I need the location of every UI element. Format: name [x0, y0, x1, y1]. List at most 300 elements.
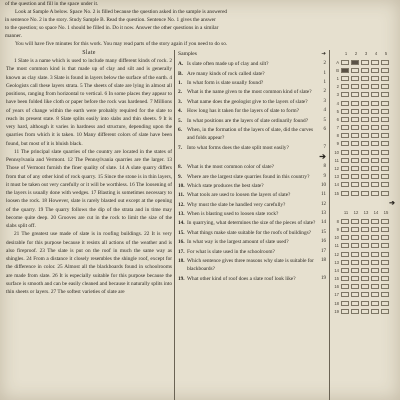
question-answer-number: 3 — [323, 98, 326, 104]
story-paragraph: 21 The greatest use made of slate is in roofing buildings. 22 It is very desirable for this purpose because it resists all actions of the weather and is also fireproof. 23 The slate is put on the roof in much the same way as shingles. 24 From a distance it closely resembles the shingle roof, except for the difference in color. 25 Almost all the blackboards found in schoolrooms are made from slate. 26 It is especially suitable for this purpose because the surface is smooth and can be easily cleaned and because it naturally splits into thin sheets or layers. 27 The softest varieties of slate are — [6, 231, 172, 295]
answer-bubble[interactable] — [361, 284, 369, 289]
answer-bubble[interactable] — [341, 182, 349, 187]
answer-bubble[interactable] — [381, 92, 389, 97]
question-number: A. — [178, 61, 184, 68]
answer-bubble[interactable] — [351, 109, 359, 114]
answer-bubble[interactable] — [381, 260, 389, 265]
question-text: When is blasting used to loosen slate rock? — [187, 211, 279, 218]
question-answer-number: 18 — [321, 258, 326, 264]
answer-bubble[interactable] — [361, 133, 369, 138]
answer-bubble[interactable] — [341, 101, 349, 106]
grid-row — [333, 217, 395, 225]
answer-bubble[interactable] — [361, 235, 369, 240]
answer-bubble[interactable] — [371, 133, 379, 138]
grid-row-label: 9 — [336, 141, 339, 147]
answer-bubble[interactable] — [351, 260, 359, 265]
grid-row-label: B — [336, 67, 339, 73]
grid-arrow-icon: ➔ — [389, 200, 395, 208]
grid-row-label: 14 — [334, 182, 339, 188]
grid-column-header: 14 — [373, 210, 379, 216]
question-text: When, in the formation of the layers of slate, did the curves and folds appear? — [187, 126, 314, 142]
grid-row — [333, 91, 395, 99]
answer-bubble[interactable] — [371, 117, 379, 122]
question-answer-number: 17 — [321, 248, 326, 254]
answer-bubble[interactable] — [351, 76, 359, 81]
answer-bubble[interactable] — [351, 182, 359, 187]
instruction-line: Look at Sample A below. Space No. 2 is filled because the question asked in the sample is answered — [15, 9, 228, 16]
grid-row — [333, 164, 395, 172]
answer-bubble[interactable] — [381, 227, 389, 232]
question-text: What is the name given to the most common kind of slate? — [187, 89, 312, 96]
question-item — [178, 229, 326, 237]
question-item — [178, 219, 326, 227]
answer-bubble[interactable] — [371, 227, 379, 232]
grid-row-label: 16 — [334, 284, 339, 290]
grid-column-header: 2 — [354, 51, 358, 56]
question-set-2 — [178, 163, 326, 283]
answer-grid — [333, 48, 395, 400]
answer-bubble[interactable] — [361, 84, 369, 89]
grid-row-label: 2 — [336, 84, 339, 90]
answer-bubble[interactable] — [371, 76, 379, 81]
grid-row — [333, 132, 395, 140]
grid-row-label: 15 — [334, 190, 339, 196]
question-answer-number: 1 — [323, 79, 326, 85]
instruction-line: manner. — [5, 33, 22, 40]
grid-row-label: 13 — [334, 259, 339, 265]
question-answer-number: 4 — [323, 108, 326, 114]
samples-list — [178, 60, 326, 78]
grid-row-label: 1 — [336, 75, 339, 81]
question-answer-number: 16 — [321, 239, 326, 245]
grid-row — [333, 250, 395, 258]
answer-bubble[interactable] — [381, 109, 389, 114]
question-text: Why must the slate be handled very carefully? — [187, 201, 286, 208]
answer-bubble[interactable] — [341, 301, 349, 306]
answer-bubble[interactable] — [341, 117, 349, 122]
question-number: 2. — [178, 89, 182, 96]
answer-bubble[interactable] — [381, 84, 389, 89]
grid-column-header: 3 — [364, 51, 368, 56]
answer-bubble[interactable] — [341, 92, 349, 97]
grid-row-label: A — [336, 59, 339, 65]
answer-bubble[interactable] — [351, 125, 359, 130]
answer-bubble[interactable] — [381, 60, 389, 65]
answer-bubble[interactable] — [341, 133, 349, 138]
grid-row-label: 7 — [336, 125, 339, 131]
answer-bubble[interactable] — [371, 158, 379, 163]
answer-bubble[interactable] — [381, 292, 389, 297]
answer-bubble[interactable] — [381, 284, 389, 289]
answer-bubble[interactable] — [361, 166, 369, 171]
story-title: Slate — [82, 50, 96, 56]
question-number: 8. — [178, 164, 182, 171]
question-item — [178, 60, 326, 68]
question-text: What name does the geologist give to the layers of slate? — [187, 98, 308, 105]
answer-bubble[interactable] — [381, 252, 389, 257]
answer-bubble[interactable] — [341, 166, 349, 171]
grid-column-header: 15 — [383, 210, 389, 216]
question-item — [178, 70, 326, 78]
answer-bubble[interactable] — [381, 243, 389, 248]
grid-column-header: 1 — [344, 51, 348, 56]
question-item — [178, 144, 326, 152]
answer-bubble[interactable] — [371, 252, 379, 257]
grid-row-label: 8 — [336, 218, 339, 224]
question-item — [178, 210, 326, 218]
grid-column-headers — [333, 51, 395, 56]
question-text: Into what forms does the slate split most easily? — [187, 144, 289, 151]
answer-bubble[interactable] — [351, 284, 359, 289]
answer-bubble[interactable] — [381, 174, 389, 179]
answer-bubble[interactable] — [341, 174, 349, 179]
answer-bubble[interactable] — [371, 235, 379, 240]
answer-bubble[interactable] — [361, 92, 369, 97]
answer-bubble[interactable] — [381, 235, 389, 240]
answer-bubble[interactable] — [351, 243, 359, 248]
answer-bubble[interactable] — [341, 252, 349, 257]
question-number: 12. — [178, 201, 185, 208]
answer-bubble[interactable] — [351, 166, 359, 171]
answer-bubble[interactable] — [361, 109, 369, 114]
answer-bubble[interactable] — [351, 292, 359, 297]
answer-bubble[interactable] — [371, 243, 379, 248]
grid-row-label: 12 — [334, 166, 339, 172]
arrow-right-icon: ➔ — [319, 151, 326, 161]
grid-row — [333, 124, 395, 132]
instruction-line: to the question; so space No. 1 should be filled in. Do it now. Answer the other questions in a similar — [5, 25, 219, 32]
story-paragraph: 1 Slate is a name which is used to include many different kinds of rock. 2 The most common kind is that made up of clay and silt and is generally known as clay slate. 3 Slate is found in layers below the surface of the earth. 4 Geologists call these layers strata. 5 The sheets of slate are lying in almost all positions, ranging from horizontal to vertical. 6 In some places they appear to have been folded like cloth or paper before the rock was hardened. 7 Millions of years of change within the earth were probably required for the slate to reach its present state. 8 Slate splits easily into slabs and thin sheets. 9 It is very hard, although it varies in hardness and structure, depending upon the quarries from which it is taken. 10 Many different colors of slate have been found, but most of it is bluish black. — [6, 58, 172, 147]
instruction-line: You will have five minutes for this work. You may read parts of the story again if you need to do so. — [15, 41, 228, 48]
answer-bubble[interactable] — [381, 182, 389, 187]
grid-row-label: 6 — [336, 116, 339, 122]
answer-bubble[interactable] — [361, 268, 369, 273]
question-item — [178, 201, 326, 209]
question-item — [178, 126, 326, 142]
answer-bubble[interactable] — [351, 268, 359, 273]
answer-bubble[interactable] — [361, 158, 369, 163]
answer-bubble[interactable] — [381, 133, 389, 138]
grid-row — [333, 242, 395, 250]
column-divider — [174, 50, 175, 400]
grid-row — [333, 307, 395, 315]
answer-bubble[interactable] — [341, 235, 349, 240]
question-answer-number: 9 — [323, 173, 326, 179]
answer-bubble[interactable] — [351, 84, 359, 89]
grid-row — [333, 225, 395, 233]
answer-bubble[interactable] — [361, 301, 369, 306]
grid-row-label: 3 — [336, 92, 339, 98]
answer-bubble[interactable] — [381, 150, 389, 155]
grid-row-label: 17 — [334, 292, 339, 298]
grid-row — [333, 283, 395, 291]
grid-row-label: 19 — [334, 308, 339, 314]
answer-bubble[interactable] — [381, 117, 389, 122]
question-number: 11. — [178, 192, 185, 199]
answer-bubble[interactable] — [371, 276, 379, 281]
answer-bubble[interactable] — [371, 125, 379, 130]
grid-row — [333, 291, 395, 299]
answer-bubble[interactable] — [341, 243, 349, 248]
answer-bubble[interactable] — [381, 125, 389, 130]
grid-row-label: 5 — [336, 108, 339, 114]
answer-bubble[interactable] — [371, 309, 379, 314]
question-text: What is the most common color of slate? — [187, 164, 274, 171]
question-number: 15. — [178, 229, 185, 236]
grid-row — [333, 83, 395, 91]
instructions — [5, 0, 393, 49]
grid-row — [333, 299, 395, 307]
samples-header — [178, 50, 326, 58]
answer-bubble[interactable] — [341, 125, 349, 130]
answer-bubble[interactable] — [371, 166, 379, 171]
answer-bubble[interactable] — [351, 60, 359, 65]
grid-row — [333, 140, 395, 148]
answer-bubble[interactable] — [371, 301, 379, 306]
question-item — [178, 238, 326, 246]
question-number: 14. — [178, 220, 185, 227]
question-text: Where are the largest slate quarries found in this country? — [187, 173, 310, 180]
question-item — [178, 257, 326, 273]
answer-bubble[interactable] — [351, 235, 359, 240]
question-text: Are many kinds of rock called slate? — [187, 70, 265, 77]
question-answer-number: 12 — [321, 201, 326, 207]
grid-row-label: 15 — [334, 276, 339, 282]
answer-bubble[interactable] — [341, 219, 349, 224]
answer-bubble[interactable] — [341, 227, 349, 232]
answer-bubble[interactable] — [341, 68, 349, 73]
answer-bubble[interactable] — [361, 141, 369, 146]
answer-bubble[interactable] — [341, 141, 349, 146]
question-number: 3. — [178, 98, 182, 105]
story-column — [6, 48, 172, 400]
answer-bubble[interactable] — [371, 109, 379, 114]
answer-bubble[interactable] — [361, 125, 369, 130]
answer-bubble[interactable] — [351, 219, 359, 224]
question-item — [178, 248, 326, 256]
answer-bubble[interactable] — [381, 191, 389, 196]
grid-row-label: 10 — [334, 235, 339, 241]
answer-bubble[interactable] — [381, 158, 389, 163]
answer-bubble[interactable] — [341, 292, 349, 297]
answer-bubble[interactable] — [371, 182, 379, 187]
answer-bubble[interactable] — [361, 182, 369, 187]
answer-bubble[interactable] — [361, 260, 369, 265]
answer-bubble[interactable] — [351, 309, 359, 314]
question-answer-number: 14 — [321, 220, 326, 226]
answer-bubble[interactable] — [341, 109, 349, 114]
answer-bubble[interactable] — [381, 76, 389, 81]
answer-bubble[interactable] — [351, 117, 359, 122]
answer-bubble[interactable] — [351, 276, 359, 281]
answer-bubble[interactable] — [361, 276, 369, 281]
answer-bubble[interactable] — [351, 92, 359, 97]
answer-bubble[interactable] — [361, 243, 369, 248]
grid-row — [333, 99, 395, 107]
question-number: 13. — [178, 211, 185, 218]
question-item — [178, 88, 326, 96]
question-text: In what way is the largest amount of slate used? — [187, 239, 289, 246]
answer-bubble[interactable] — [341, 191, 349, 196]
answer-bubble[interactable] — [341, 76, 349, 81]
answer-bubble[interactable] — [381, 309, 389, 314]
answer-bubble[interactable] — [381, 268, 389, 273]
answer-bubble[interactable] — [371, 219, 379, 224]
answer-bubble[interactable] — [381, 141, 389, 146]
answer-bubble[interactable] — [371, 268, 379, 273]
answer-bubble[interactable] — [361, 101, 369, 106]
answer-bubble[interactable] — [371, 284, 379, 289]
grid-row-label: 8 — [336, 133, 339, 139]
question-number: 6. — [178, 126, 182, 133]
answer-bubble[interactable] — [371, 141, 379, 146]
questions-column — [178, 48, 326, 400]
answer-bubble[interactable] — [341, 268, 349, 273]
question-answer-number: 19 — [321, 275, 326, 281]
question-item — [178, 173, 326, 181]
grid-row — [333, 266, 395, 274]
answer-bubble[interactable] — [361, 117, 369, 122]
answer-bubble[interactable] — [351, 227, 359, 232]
question-item — [178, 163, 326, 171]
question-text: What tools are used to loosen the layers of slate? — [187, 192, 291, 199]
answer-bubble[interactable] — [341, 158, 349, 163]
question-item — [178, 98, 326, 106]
answer-bubble[interactable] — [361, 150, 369, 155]
answer-bubble[interactable] — [371, 92, 379, 97]
question-number: 5. — [178, 117, 182, 124]
answer-bubble[interactable] — [361, 219, 369, 224]
grid-row-label: 4 — [336, 100, 339, 106]
question-answer-number: 1 — [323, 70, 326, 76]
grid-row — [333, 173, 395, 181]
answer-bubble[interactable] — [361, 292, 369, 297]
answer-bubble[interactable] — [341, 60, 349, 65]
answer-bubble[interactable] — [341, 150, 349, 155]
answer-bubble[interactable] — [351, 101, 359, 106]
answer-bubble[interactable] — [351, 158, 359, 163]
samples-arrow-icon: ➔ — [321, 51, 326, 57]
question-number: B. — [178, 70, 183, 77]
question-number: 17. — [178, 248, 185, 255]
answer-bubble[interactable] — [371, 260, 379, 265]
grid-row — [333, 234, 395, 242]
answer-bubble[interactable] — [371, 68, 379, 73]
question-number: 4. — [178, 108, 182, 115]
question-answer-number: 2 — [323, 89, 326, 95]
question-text: What other kind of roof does a slate roof look like? — [187, 275, 296, 282]
answer-bubble[interactable] — [341, 260, 349, 265]
grid-row — [333, 107, 395, 115]
answer-bubble[interactable] — [361, 227, 369, 232]
grid-row — [333, 148, 395, 156]
question-answer-number: 7 — [323, 144, 326, 150]
question-text: In what form is slate usually found? — [187, 79, 264, 86]
answer-bubble[interactable] — [351, 141, 359, 146]
answer-bubble[interactable] — [371, 60, 379, 65]
instruction-line: in sentence No. 2 in the story. Study Sample B. Read the question. Sentence No. 1 gives the answer — [5, 17, 216, 24]
answer-bubble[interactable] — [341, 284, 349, 289]
answer-bubble[interactable] — [351, 68, 359, 73]
answer-bubble[interactable] — [351, 191, 359, 196]
grid-row — [333, 258, 395, 266]
answer-bubble[interactable] — [361, 309, 369, 314]
grid-row — [333, 74, 395, 82]
answer-bubble[interactable] — [341, 276, 349, 281]
story-paragraph: 11 The principal slate quarries of the country are located in the states of Pennsylvania and Vermont. 12 The Pennsylvania quarries are the larger. 13 Those of Vermont furnish the finer quality of slate. 14 A slate quarry differs from that of any other kind of rock quarry. 15 Since the stone is in thin layers, it must be taken out very carefully or it will be worthless. 16 The loosening of the layers is usually done with wedges. 17 Blasting is sometimes necessary to loosen the rock. 18 However, slate is rarely blasted out except at the opening of the quarry. 19 The quarry follows the dip of the strata and in time may become quite deep. 20 Grooves are cut in the rock to limit the size of the slabs split off. — [6, 148, 172, 229]
answer-bubble[interactable] — [351, 174, 359, 179]
question-item — [178, 79, 326, 87]
answer-bubble[interactable] — [361, 76, 369, 81]
grid-row-label: 9 — [336, 226, 339, 232]
grid-row-label: 18 — [334, 300, 339, 306]
grid-row — [333, 58, 395, 66]
answer-bubble[interactable] — [351, 252, 359, 257]
answer-bubble[interactable] — [361, 60, 369, 65]
grid-column-header: 4 — [374, 51, 378, 56]
answer-bubble[interactable] — [381, 219, 389, 224]
answer-bubble[interactable] — [361, 68, 369, 73]
grid-column-header: 5 — [384, 51, 388, 56]
grid-row — [333, 115, 395, 123]
question-answer-number: 10 — [321, 182, 326, 188]
grid-section-2 — [333, 217, 395, 315]
answer-bubble[interactable] — [371, 191, 379, 196]
answer-bubble[interactable] — [381, 166, 389, 171]
question-answer-number: 15 — [321, 229, 326, 235]
answer-bubble[interactable] — [371, 84, 379, 89]
column-divider — [329, 50, 330, 400]
answer-bubble[interactable] — [361, 191, 369, 196]
answer-bubble[interactable] — [361, 252, 369, 257]
answer-bubble[interactable] — [341, 84, 349, 89]
grid-column-header: 12 — [353, 210, 359, 216]
question-item — [178, 191, 326, 199]
grid-row — [333, 66, 395, 74]
answer-bubble[interactable] — [351, 150, 359, 155]
answer-bubble[interactable] — [341, 309, 349, 314]
question-number: 9. — [178, 173, 182, 180]
answer-bubble[interactable] — [381, 276, 389, 281]
answer-bubble[interactable] — [371, 150, 379, 155]
grid-row-label: 11 — [334, 243, 339, 249]
question-number: 16. — [178, 239, 185, 246]
grid-section-1 — [333, 58, 395, 197]
grid-row — [333, 156, 395, 164]
grid-row-label: 10 — [334, 149, 339, 155]
question-answer-number: 11 — [321, 192, 326, 198]
grid-row — [333, 275, 395, 283]
answer-bubble[interactable] — [371, 292, 379, 297]
question-number: 10. — [178, 182, 185, 189]
question-item — [178, 182, 326, 190]
grid-column-header: 13 — [363, 210, 369, 216]
answer-bubble[interactable] — [371, 101, 379, 106]
question-number: 18. — [178, 258, 185, 265]
answer-bubble[interactable] — [361, 174, 369, 179]
answer-bubble[interactable] — [381, 68, 389, 73]
answer-bubble[interactable] — [381, 301, 389, 306]
question-text: In quarrying, what determines the size of the pieces of slate? — [187, 220, 316, 227]
answer-bubble[interactable] — [351, 133, 359, 138]
question-number: 19. — [178, 275, 185, 282]
grid-row-label: 13 — [334, 174, 339, 180]
answer-bubble[interactable] — [351, 301, 359, 306]
question-item — [178, 107, 326, 115]
question-text: How long has it taken for the layers of slate to form? — [187, 108, 299, 115]
answer-bubble[interactable] — [371, 174, 379, 179]
answer-bubble[interactable] — [381, 101, 389, 106]
